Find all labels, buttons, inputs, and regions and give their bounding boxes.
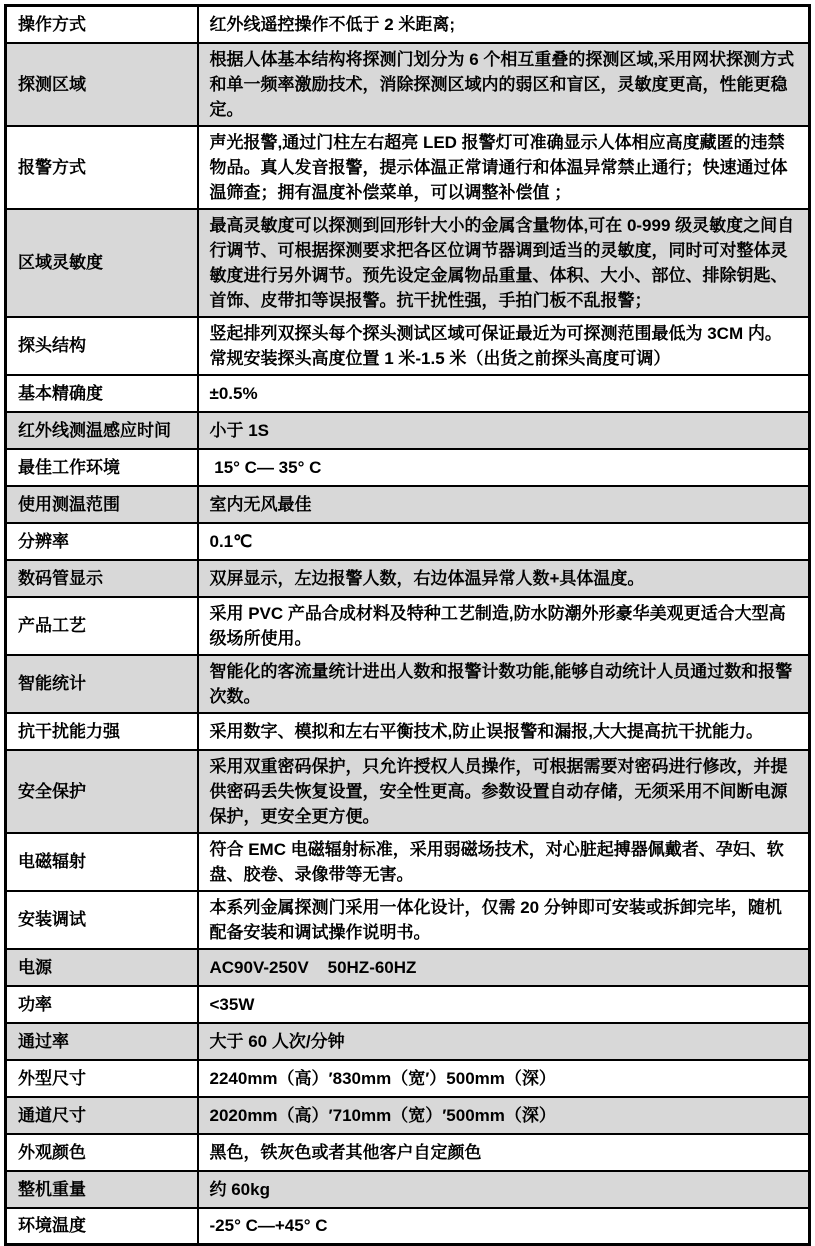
- spec-row: [6, 486, 810, 523]
- spec-row: [6, 560, 810, 597]
- spec-value: ±0.5%: [198, 375, 810, 412]
- spec-label: 电磁辐射: [6, 833, 198, 891]
- spec-row: [6, 317, 810, 375]
- spec-row: [6, 449, 810, 486]
- spec-value: 采用数字、模拟和左右平衡技术,防止误报警和漏报,大大提高抗干扰能力。: [198, 713, 810, 750]
- spec-value: 最高灵敏度可以探测到回形针大小的金属含量物体,可在 0-999 级灵敏度之间自行调节、可根据探测要求把各区位调节器调到适当的灵敏度，同时可对整体灵敏度进行另外调节。预先设定金属物品重量、体积、大小、部位、排除钥匙、首饰、皮带扣等误报警。抗干扰性强，手拍门板不乱报警；: [198, 209, 810, 317]
- spec-value: 2240mm（高）′830mm（宽′）500mm（深）: [198, 1060, 810, 1097]
- spec-label: 安装调试: [6, 891, 198, 949]
- spec-row: [6, 750, 810, 833]
- spec-row: [6, 655, 810, 713]
- spec-value: 符合 EMC 电磁辐射标准，采用弱磁场技术，对心脏起搏器佩戴者、孕妇、软盘、胶卷、录像带等无害。: [198, 833, 810, 891]
- spec-label: 智能统计: [6, 655, 198, 713]
- spec-table-body: [6, 6, 810, 1245]
- spec-label: 分辨率: [6, 523, 198, 560]
- spec-label: 通道尺寸: [6, 1097, 198, 1134]
- spec-label: 最佳工作环境: [6, 449, 198, 486]
- spec-value: 大于 60 人次/分钟: [198, 1023, 810, 1060]
- spec-value: 根据人体基本结构将探测门划分为 6 个相互重叠的探测区域,采用网状探测方式和单一频率激励技术，消除探测区域内的弱区和盲区，灵敏度更高，性能更稳定。: [198, 43, 810, 126]
- spec-value: 竖起排列双探头每个探头测试区域可保证最近为可探测范围最低为 3CM 内。常规安装探头高度位置 1 米-1.5 米（出货之前探头高度可调）: [198, 317, 810, 375]
- spec-label: 通过率: [6, 1023, 198, 1060]
- spec-row: [6, 597, 810, 655]
- spec-label: 数码管显示: [6, 560, 198, 597]
- spec-value: 黑色，铁灰色或者其他客户自定颜色: [198, 1134, 810, 1171]
- spec-row: [6, 6, 810, 43]
- spec-value: 本系列金属探测门采用一体化设计，仅需 20 分钟即可安装或拆卸完毕，随机配备安装和调试操作说明书。: [198, 891, 810, 949]
- spec-label: 环境温度: [6, 1208, 198, 1245]
- spec-value: -25° C—+45° C: [198, 1208, 810, 1245]
- spec-row: [6, 986, 810, 1023]
- spec-label: 外型尺寸: [6, 1060, 198, 1097]
- spec-label: 整机重量: [6, 1171, 198, 1208]
- spec-label: 外观颜色: [6, 1134, 198, 1171]
- spec-row: [6, 1023, 810, 1060]
- spec-row: [6, 523, 810, 560]
- spec-value: 声光报警,通过门柱左右超亮 LED 报警灯可准确显示人体相应高度藏匿的违禁物品。真人发音报警，提示体温正常请通行和体温异常禁止通行；快速通过体温筛查；拥有温度补偿菜单，可以调整补偿值 ；: [198, 126, 810, 209]
- spec-label: 区域灵敏度: [6, 209, 198, 317]
- spec-row: [6, 209, 810, 317]
- spec-row: [6, 1208, 810, 1245]
- spec-value: 采用双重密码保护，只允许授权人员操作，可根据需要对密码进行修改，并提供密码丢失恢复设置，安全性更高。参数设置自动存储，无须采用不间断电源保护，更安全更方便。: [198, 750, 810, 833]
- spec-label: 探测区域: [6, 43, 198, 126]
- spec-row: [6, 949, 810, 986]
- spec-value: 采用 PVC 产品合成材料及特种工艺制造,防水防潮外形豪华美观更适合大型高级场所使用。: [198, 597, 810, 655]
- spec-label: 红外线测温感应时间: [6, 412, 198, 449]
- spec-label: 报警方式: [6, 126, 198, 209]
- spec-row: [6, 833, 810, 891]
- spec-value: 约 60kg: [198, 1171, 810, 1208]
- spec-value: 红外线遥控操作不低于 2 米距离;: [198, 6, 810, 43]
- spec-label: 基本精确度: [6, 375, 198, 412]
- spec-label: 操作方式: [6, 6, 198, 43]
- spec-row: [6, 1134, 810, 1171]
- spec-value: 小于 1S: [198, 412, 810, 449]
- product-spec-table: [4, 4, 811, 1246]
- spec-row: [6, 1171, 810, 1208]
- spec-label: 安全保护: [6, 750, 198, 833]
- spec-label: 使用测温范围: [6, 486, 198, 523]
- spec-row: [6, 412, 810, 449]
- spec-label: 功率: [6, 986, 198, 1023]
- spec-value: 0.1℃: [198, 523, 810, 560]
- spec-row: [6, 43, 810, 126]
- spec-row: [6, 375, 810, 412]
- spec-value: 双屏显示，左边报警人数，右边体温异常人数+具体温度。: [198, 560, 810, 597]
- spec-value: <35W: [198, 986, 810, 1023]
- spec-row: [6, 1097, 810, 1134]
- spec-row: [6, 126, 810, 209]
- spec-row: [6, 891, 810, 949]
- spec-label: 探头结构: [6, 317, 198, 375]
- spec-value: AC90V-250V 50HZ-60HZ: [198, 949, 810, 986]
- spec-row: [6, 713, 810, 750]
- spec-row: [6, 1060, 810, 1097]
- spec-value: 15° C— 35° C: [198, 449, 810, 486]
- spec-value: 室内无风最佳: [198, 486, 810, 523]
- spec-value: 智能化的客流量统计进出人数和报警计数功能,能够自动统计人员通过数和报警次数。: [198, 655, 810, 713]
- spec-value: 2020mm（高）′710mm（宽）′500mm（深）: [198, 1097, 810, 1134]
- spec-label: 抗干扰能力强: [6, 713, 198, 750]
- spec-label: 产品工艺: [6, 597, 198, 655]
- spec-label: 电源: [6, 949, 198, 986]
